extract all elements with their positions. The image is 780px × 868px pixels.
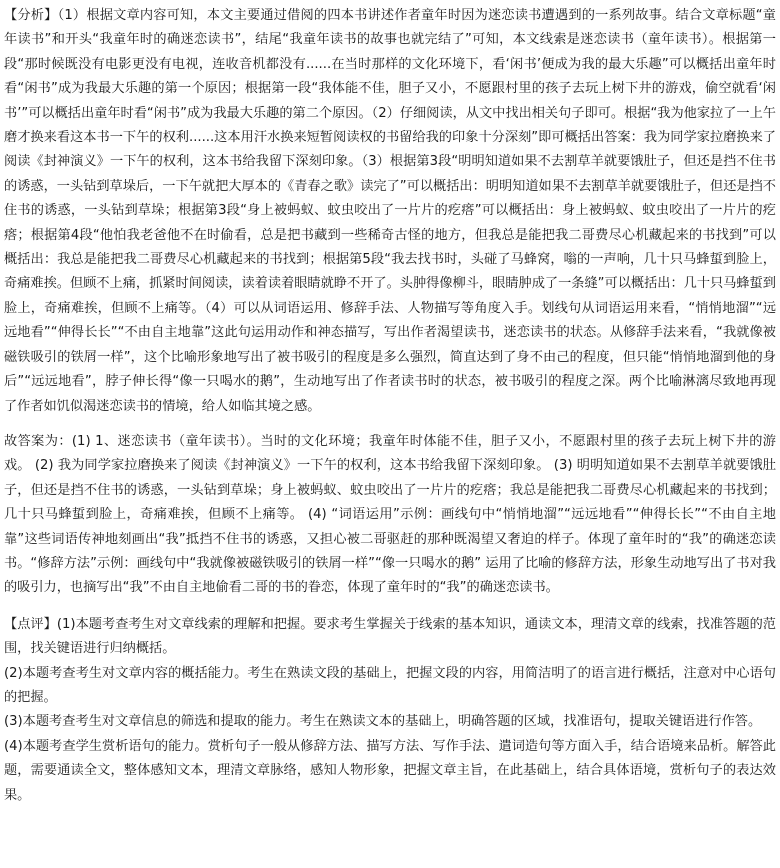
answer-paragraph: 故答案为：(1) 1、迷恋读书（童年读书）。当时的文化环境；我童年时体能不佳，胆子又小，不愿跟村里的孩子去玩上树下井的游戏。 (2) 我为同学家拉磨换来了阅读《封神演义》一下午的权利，这本书给我留下深刻印象。 (3) 明明知道如果不去割草羊就要饿肚子，但还是挡不住书的诱惑，一头钻到草垛；身上被蚂蚁、蚊虫咬出了一片片的疙瘩；我总是能把我二哥费尽心机藏起来的书找到；几十只马蜂蜇到脸上，奇痛难挨，但顾不上痛等。 (4) “词语运用”示例：画线句中“悄悄地溜”“远远地看”“伸得长长”“不由自主地靠”这些词语传神地刻画出“我”抵挡不住书的诱惑，又担心被二哥驱赶的那种既渴望又奢迫的样子。体现了童年时的“我”的确迷恋读书。“修辞方法”示例：画线句中“我就像被磁铁吸引的铁屑一样”“像一只喝水的鹅” 运用了比喻的修辞方法，形象生动地写出了书对我的吸引力，也摘写出“我”不由自主地偷看二哥的书的眷恋，体现了童年时的“我”的确迷恋读书。 bbox=[4, 433, 776, 596]
comment-item-2: (2)本题考查考生对文章内容的概括能力。考生在熟读文段的基础上，把握文段的内容，用简洁明了的语言进行概括，注意对中心语句的把握。 bbox=[4, 665, 776, 705]
analysis-paragraph: 【分析】（1）根据文章内容可知，本文主要通过借阅的四本书讲述作者童年时因为迷恋读书遭遇到的一系列故事。结合文章标题“童年读书”和开头“我童年时的确迷恋读书”，结尾“我童年读书的故事也就完结了”可知，本文线索是迷恋读书（童年读书）。根据第一段“那时候既没有电影更没有电视，连收音机都没有......在当时那样的文化环境下，看‘闲书’便成为我的最大乐趣”可以概括出童年时看“闲书”成为我最大乐趣的第一个原因；根据第一段“我体能不佳，胆子又小，不愿跟村里的孩子去玩上树下井的游戏，偷空就看‘闲书’”可以概括出童年时看“闲书”成为我最大乐趣的第二个原因。（2）仔细阅读，从文中找出相关句子即可。根据“我为他家拉了一上午磨才换来看这本书一下午的权利......这本用汗水换来短暂阅读权的书留给我的印象十分深刻”即可概括出答案：我为同学家拉磨换来了阅读《封神演义》一下午的权利，这本书给我留下深刻印象。（3）根据第3段“明明知道如果不去割草羊就要饿肚子，但还是挡不住书的诱惑，一头钻到草垛后，一下午就把大厚本的《青春之歌》读完了”可以概括出：明明知道如果不去割草羊就要饿肚子，但还是挡不住书的诱惑，一头钻到草垛；根据第3段“身上被蚂蚁、蚊虫咬出了一片片的疙瘩”可以概括出：身上被蚂蚁、蚊虫咬出了一片片的疙瘩；根据第4段“他怕我老爸他不在时偷看，总是把书藏到一些稀奇古怪的地方，但我总是能把我二哥费尽心机藏起来的书找到”可以概括出：我总是能把我二哥费尽心机藏起来的书找到；根据第5段“我去找书时，头碰了马蜂窝，嗡的一声响，几十只马蜂蜇到脸上，奇痛难挨。但顾不上痛，抓紧时间阅读，读着读着眼睛就睁不开了。头肿得像柳斗，眼睛肿成了一条缝”可以概括出：几十只马蜂蜇到脸上，奇痛难挨，但顾不上痛等。（4）可以从词语运用、修辞手法、人物描写等角度入手。划线句从词语运用来看，“悄悄地溜”“远远地看”“伸得长长”“不由自主地靠”这此句运用动作和神态描写，写出作者渴望读书，迷恋读书的状态。从修辞手法来看，“我就像被磁铁吸引的铁屑一样”，这个比喻形象地写出了被书吸引的程度是多么强烈，简直达到了身不由己的程度，但只能“悄悄地溜到他的身后”“远远地看”，脖子伸长得“像一只喝水的鹅”，生动地写出了作者读书时的状态，被书吸引的程度之深。两个比喻淋漓尽致地再现了作者如饥似渴迷恋读书的情境，给人如临其境之感。 bbox=[4, 8, 776, 414]
comment-section bbox=[4, 613, 776, 808]
comment-item-4: (4)本题考查学生赏析语句的能力。赏析句子一般从修辞方法、描写方法、写作手法、遣词造句等方面入手，结合语境来品析。解答此题，需要通读全文，整体感知文本，理清文章脉络，感知人物形象，把握文章主旨，在此基础上，结合具体语境，赏析句子的表达效果。 bbox=[4, 738, 776, 803]
comment-item-1: 【点评】(1)本题考查考生对文章线索的理解和把握。要求考生掌握关于线索的基本知识，通读文本，理清文章的线索，找准答题的范围，找关键语进行归纳概括。 bbox=[4, 616, 776, 657]
comment-item-3: (3)本题考查考生对文章信息的筛选和提取的能力。考生在熟读文本的基础上，明确答题的区域，找准语句，提取关键语进行作答。 bbox=[4, 714, 762, 730]
